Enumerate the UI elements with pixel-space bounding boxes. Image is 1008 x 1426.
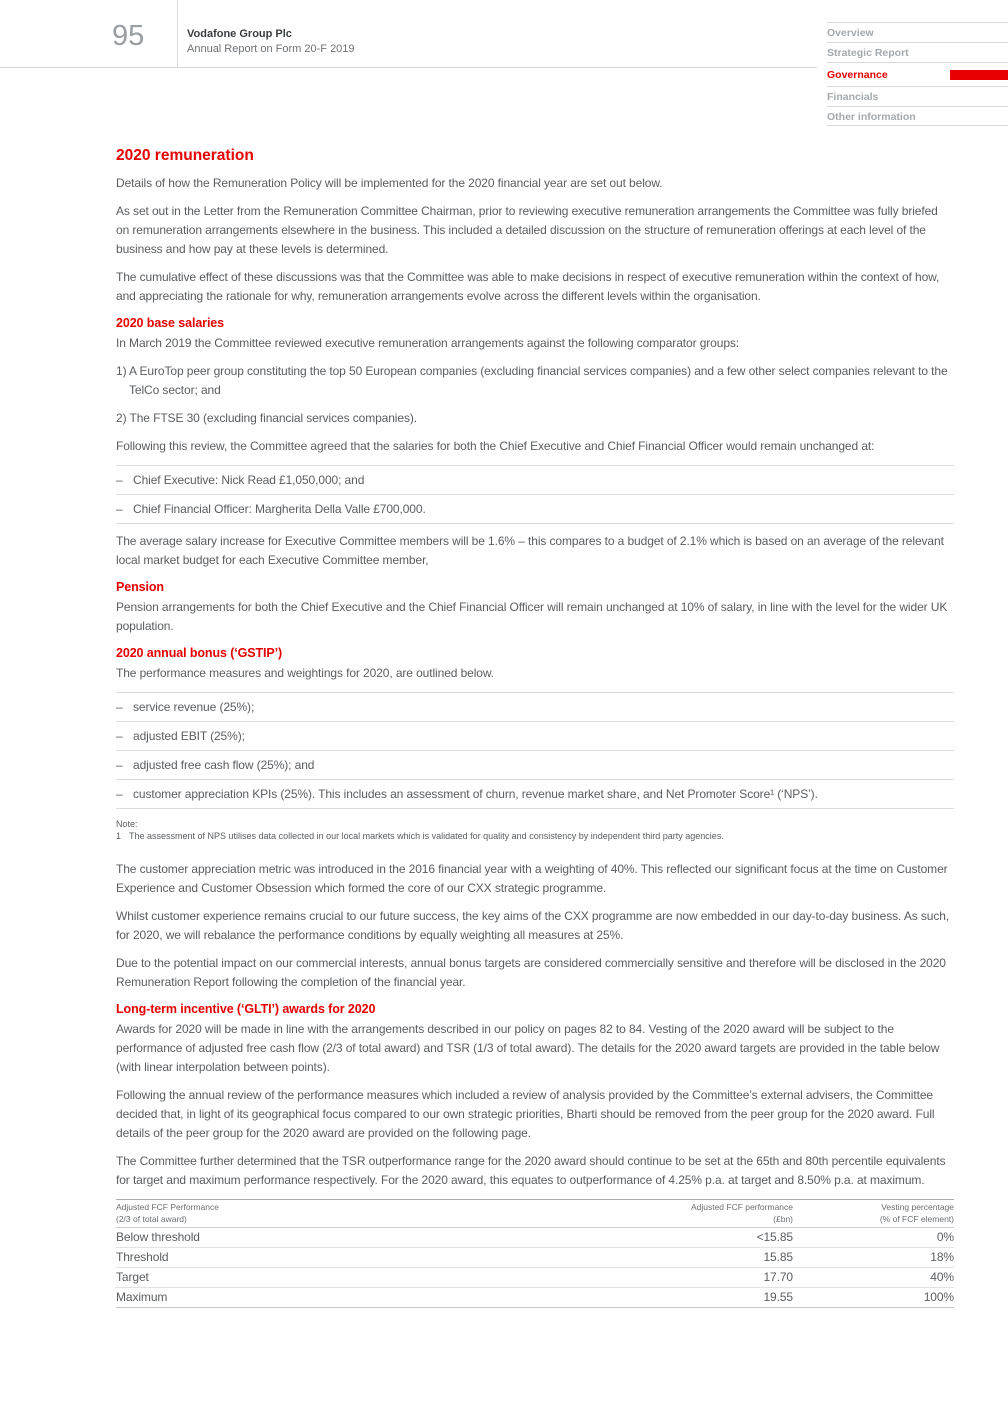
- row-vesting-value: 40%: [930, 1270, 954, 1284]
- glti-paragraph: Awards for 2020 will be made in line with the arrangements described in our policy on pages 82 to 84. Vesting of the 2020 award will be subject to the performance of adjusted free cash flow (2/3 of total award) and TSR (1/3 of total award). The details for the 2020 award targets are provided in the table below (with linear interpolation between points).: [116, 1022, 940, 1074]
- nav-item-other-information[interactable]: Other information: [827, 106, 1008, 126]
- glti-paragraph: Following the annual review of the performance measures which included a review of analysis provided by the Committee’s external advisers, the Committee decided that, in light of its geographical focus compared to our own strategic priorities, Bharti should be removed from the peer group for the 2020 award. Full details of the peer group for the 2020 award are provided on the following page.: [116, 1088, 935, 1140]
- dash-bullet: –: [116, 502, 123, 516]
- nav-item-governance-label: Governance: [827, 69, 888, 81]
- table-header-fcf-gbp: Adjusted FCF performance (£bn): [690, 1202, 793, 1224]
- section-heading-annual-bonus: 2020 annual bonus (‘GSTIP’): [116, 646, 283, 660]
- table-row: [116, 1248, 954, 1268]
- dash-bullet: –: [116, 787, 123, 801]
- list-item: [116, 465, 954, 494]
- nav-item-financials[interactable]: Financials: [827, 86, 1008, 106]
- row-fcf-value: 19.55: [763, 1290, 793, 1304]
- report-title: Annual Report on Form 20-F 2019: [187, 42, 355, 55]
- intro-paragraph: Details of how the Remuneration Policy will be implemented for the 2020 financial year are set out below.: [116, 176, 663, 190]
- section-heading-pension: Pension: [116, 580, 164, 594]
- base-salaries-lead: In March 2019 the Committee reviewed executive remuneration arrangements against the following comparator groups:: [116, 336, 740, 350]
- row-fcf-value: 17.70: [763, 1270, 793, 1284]
- annual-bonus-paragraph: Whilst customer experience remains crucial to our future success, the key aims of the CXX programme are now embedded in our day-to-day business. As such, for 2020, we will rebalance the performance conditions by equally weighting all measures at 25%.: [116, 909, 950, 942]
- measure-service-revenue: service revenue (25%);: [133, 700, 255, 714]
- list-item: [116, 750, 954, 779]
- report-identity: [187, 27, 355, 56]
- dash-bullet: –: [116, 758, 123, 772]
- list-item: [116, 692, 954, 721]
- salary-item-chief-executive: Chief Executive: Nick Read £1,050,000; and: [133, 473, 365, 487]
- salary-item-cfo: Chief Financial Officer: Margherita Della Valle £700,000.: [133, 502, 426, 516]
- footnote-text: The assessment of NPS utilises data collected in our local markets which is validated for quality and consistency by independent third party agencies.: [129, 830, 724, 841]
- footnote: [116, 831, 954, 843]
- base-salaries-following: Following this review, the Committee agreed that the salaries for both the Chief Executive and Chief Financial Officer would remain unchanged at:: [116, 439, 875, 453]
- fcf-vesting-table: [116, 1199, 954, 1308]
- annual-bonus-paragraph: Due to the potential impact on our commercial interests, annual bonus targets are considered commercially sensitive and therefore will be disclosed in the 2020 Remuneration Report following the completion of the financial year.: [116, 956, 946, 989]
- row-label: Maximum: [116, 1290, 168, 1304]
- nav-item-governance[interactable]: [827, 62, 1008, 86]
- row-fcf-value: 15.85: [763, 1250, 793, 1264]
- table-header-vesting: Vesting percentage (% of FCF element): [879, 1202, 954, 1224]
- header-divider: [0, 67, 817, 68]
- dash-bullet: –: [116, 700, 123, 714]
- comparator-group-item: 2) The FTSE 30 (excluding financial services companies).: [116, 411, 417, 425]
- dash-bullet: –: [116, 729, 123, 743]
- row-label: Target: [116, 1270, 149, 1284]
- active-section-marker: [950, 70, 1008, 80]
- table-row: [116, 1228, 954, 1248]
- list-item: [116, 721, 954, 750]
- average-salary-note: The average salary increase for Executive Committee members will be 1.6% – this compares to a budget of 2.1% which is based on an average of the relevant local market budget for each Executive Committee member,: [116, 534, 944, 567]
- table-row: [116, 1288, 954, 1308]
- footnote-block: [116, 819, 954, 842]
- nav-item-strategic-report[interactable]: Strategic Report: [827, 42, 1008, 62]
- annual-bonus-lead: The performance measures and weightings for 2020, are outlined below.: [116, 666, 494, 680]
- intro-paragraph: As set out in the Letter from the Remuneration Committee Chairman, prior to reviewing executive remuneration arrangements the Committee was fully briefed on remuneration arrangements elsewhere in the business. This included a detailed discussion on the structure of remuneration offerings at each level of the business and how pay at these levels is determined.: [116, 204, 938, 256]
- measure-customer-appreciation: customer appreciation KPIs (25%). This includes an assessment of churn, revenue market share, and Net Promoter Score¹ (‘NPS’).: [133, 787, 818, 801]
- measure-adjusted-fcf: adjusted free cash flow (25%); and: [133, 758, 315, 772]
- company-name: Vodafone Group Plc: [187, 28, 292, 40]
- row-label: Below threshold: [116, 1230, 200, 1244]
- section-heading-glti: Long-term incentive (‘GLTI’) awards for 2020: [116, 1002, 376, 1016]
- footnote-number: 1: [116, 830, 122, 841]
- section-heading-base-salaries: 2020 base salaries: [116, 316, 225, 330]
- dash-bullet: –: [116, 473, 123, 487]
- table-row: [116, 1268, 954, 1288]
- footnote-label: Note:: [116, 819, 138, 829]
- header-vertical-divider: [177, 0, 178, 67]
- main-content: [116, 147, 954, 1308]
- glti-paragraph: The Committee further determined that the TSR outperformance range for the 2020 award should continue to be set at the 65th and 80th percentile equivalents for target and maximum performance respectively. For the 2020 award, this equates to outperformance of 4.25% p.a. at target and 8.50% p.a. at maximum.: [116, 1154, 946, 1187]
- section-nav: [827, 22, 1008, 126]
- table-header-row: [116, 1200, 954, 1228]
- table-header-fcf-performance: Adjusted FCF Performance (2/3 of total award): [116, 1202, 219, 1224]
- page-title: 2020 remuneration: [116, 147, 254, 164]
- list-item: [116, 779, 954, 808]
- nav-item-overview[interactable]: Overview: [827, 22, 1008, 42]
- list-item: [116, 494, 954, 523]
- row-vesting-value: 0%: [936, 1230, 954, 1244]
- row-fcf-value: <15.85: [756, 1230, 793, 1244]
- salary-list: [116, 465, 954, 524]
- measure-adjusted-ebit: adjusted EBIT (25%);: [133, 729, 245, 743]
- row-vesting-value: 100%: [923, 1290, 954, 1304]
- annual-bonus-paragraph: The customer appreciation metric was introduced in the 2016 financial year with a weighting of 40%. This reflected our significant focus at the time on Customer Experience and Customer Obsession which formed the core of our CXX strategic programme.: [116, 862, 948, 895]
- row-vesting-value: 18%: [930, 1250, 954, 1264]
- pension-body: Pension arrangements for both the Chief Executive and the Chief Financial Officer will remain unchanged at 10% of salary, in line with the level for the wider UK population.: [116, 600, 948, 633]
- performance-measures-list: [116, 692, 954, 809]
- row-label: Threshold: [116, 1250, 169, 1264]
- comparator-group-item: 1) A EuroTop peer group constituting the top 50 European companies (excluding financial services companies) and a few other select companies relevant to the TelCo sector; and: [116, 364, 948, 397]
- intro-paragraph: The cumulative effect of these discussions was that the Committee was able to make decisions in respect of executive remuneration within the context of how, and appreciating the rationale for why, remuneration arrangements evolve across the different levels within the organisation.: [116, 270, 940, 303]
- page-number: 95: [112, 20, 145, 52]
